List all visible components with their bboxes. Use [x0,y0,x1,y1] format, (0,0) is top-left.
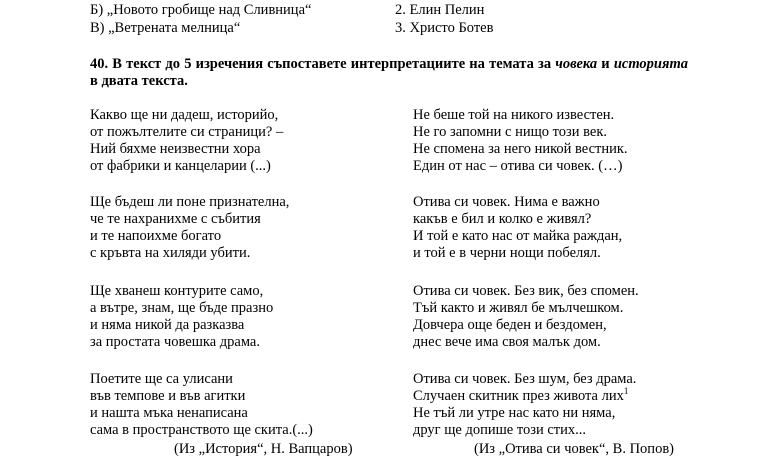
question-italic-2: историята [613,56,688,72]
poem-left-line: и нашта мъка ненаписана [90,405,248,421]
question-40-title [90,56,688,90]
poem-left-line: Какво ще ни дадеш, историйо, [90,107,279,123]
footnote-marker: 1 [623,386,629,397]
option-v: В) „Ветрената мелница“ [90,20,241,36]
poem-right-line-with-footnote [413,388,628,405]
option-2: 2. Елин Пелин [395,2,485,18]
poem-left-line: от пожълтелите си страници? – [90,124,284,140]
poem-left-line: с кръвта на хиляди убити. [90,245,251,261]
poem-left-line: че те нахранихме с събития [90,211,261,227]
poem-left-line: във темпове и във агитки [90,388,246,404]
poem-right-line: друг ще допише този стих... [413,422,587,438]
poem-right-line: Довчера още беден и бездомен, [413,317,607,333]
question-italic-1: човека [555,56,598,72]
poem-right-line: Не спомена за него никой вестник. [413,141,628,157]
poem-right-line: Отива си човек. Без шум, без драма. [413,371,637,387]
poem-left-source: (Из „История“, Н. Вапцаров) [174,441,353,457]
question-number: 40. [90,56,109,72]
poem-right-line: днес вече има своя малък дом. [413,334,601,350]
poem-right-line: И той е като нас от майка раждан, [413,228,623,244]
poem-right-line: Отива си човек. Нима е важно [413,194,600,210]
question-text-2: и [597,56,614,72]
poem-right-line: Не беше той на никого известен. [413,107,615,123]
poem-left-line: а вътре, знам, ще бъде празно [90,300,274,316]
poem-left-line: и няма никой да разказва [90,317,245,333]
poem-right-line: и той е в черни нощи побелял. [413,245,601,261]
poem-left-line: Ще хванеш контурите само, [90,283,264,299]
question-text-1: В текст до 5 изречения съпоставете интерпретациите на темата за [108,56,556,72]
poem-right-line: Тъй както и живял бе мълчешком. [413,300,624,316]
poem-right-line: Не тъй ли утре нас като ни няма, [413,405,616,421]
poem-right-line: Един от нас – отива си човек. (…) [413,158,623,174]
option-3: 3. Христо Ботев [395,20,494,36]
poem-left-line: Ще бъдеш ли поне признателна, [90,194,290,210]
poem-left-line: сама в пространството ще скита.(...) [90,422,313,438]
poem-right-line: Не го запомни с нищо този век. [413,124,608,140]
poem-left-line: от фабрики и канцеларии (...) [90,158,271,174]
poem-right-line: какъв е бил и колко е живял? [413,211,592,227]
question-text-3: в двата текста. [90,73,188,89]
poem-left-line: Поетите ще са улисани [90,371,233,387]
poem-right-source: (Из „Отива си човек“, В. Попов) [474,441,674,457]
poem-right-line-text: Случаен скитник през живота лих [413,388,624,404]
option-b: Б) „Новото гробище над Сливница“ [90,2,312,18]
poem-right-line: Отива си човек. Без вик, без спомен. [413,283,639,299]
poem-left-line: за простата човешка драма. [90,334,260,350]
poem-left-line: Ний бяхме неизвестни хора [90,141,261,157]
poem-left-line: и те напоихме богато [90,228,222,244]
